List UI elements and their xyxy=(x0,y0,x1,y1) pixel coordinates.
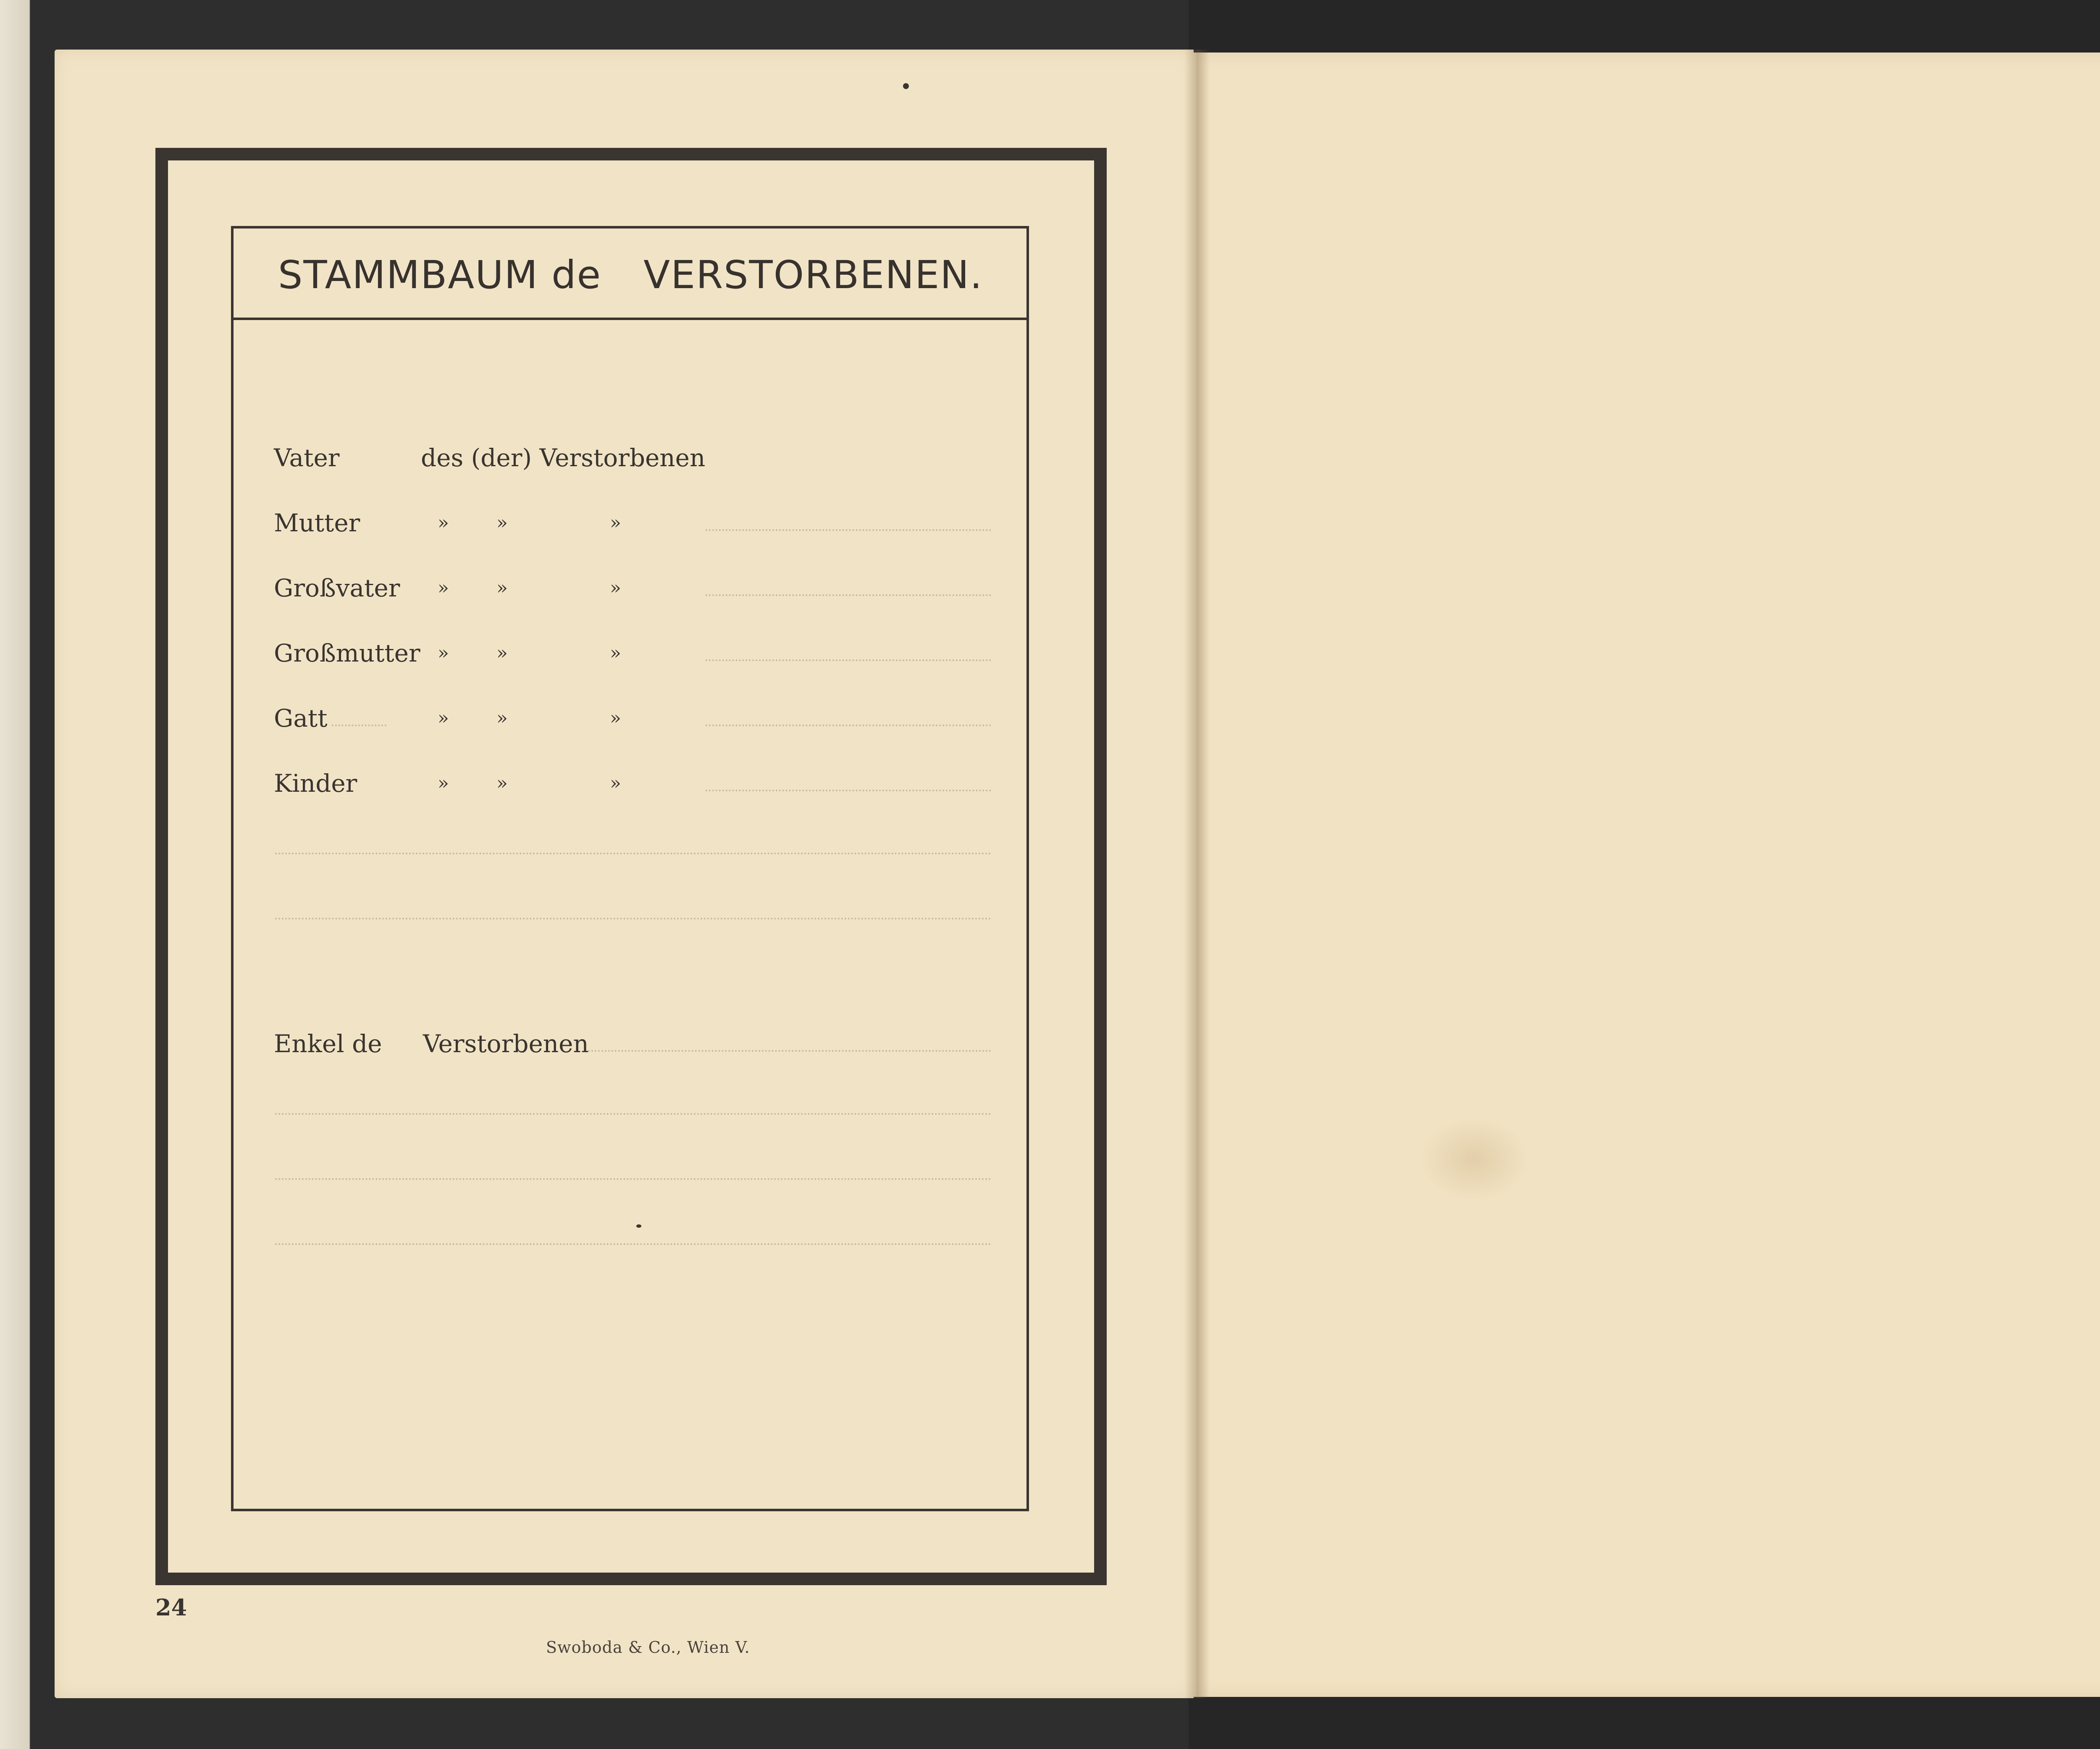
ditto-mark: » xyxy=(610,707,621,729)
paper-speck xyxy=(903,83,909,89)
fill-line xyxy=(706,725,991,726)
ditto-mark: » xyxy=(438,577,449,599)
row-label: Vater xyxy=(274,444,340,472)
ditto-mark: » xyxy=(496,772,508,794)
fill-line xyxy=(275,1243,991,1245)
row-father xyxy=(274,439,904,477)
row-label: Gatt xyxy=(274,704,328,733)
row-grandchildren xyxy=(274,1025,904,1063)
ditto-mark: » xyxy=(610,512,621,533)
row-description: des (der) Verstorbenen xyxy=(421,444,706,472)
row-label: Kinder xyxy=(274,769,357,798)
row-label: Enkel de xyxy=(274,1029,382,1058)
row-label: Großmutter xyxy=(274,639,420,667)
ditto-mark: » xyxy=(496,642,508,664)
row-mother xyxy=(274,504,904,542)
ditto-mark: » xyxy=(496,577,508,599)
ditto-mark: » xyxy=(496,512,508,533)
printer-imprint: Swoboda & Co., Wien V. xyxy=(546,1638,750,1657)
fill-line xyxy=(706,594,991,596)
ditto-mark: » xyxy=(438,642,449,664)
form-frame xyxy=(231,226,1029,1511)
ditto-mark: » xyxy=(438,512,449,533)
row-label: Mutter xyxy=(274,509,360,537)
ditto-mark: » xyxy=(438,707,449,729)
paper-stain xyxy=(1420,1117,1529,1201)
row-label: Großvater xyxy=(274,574,400,602)
fill-line xyxy=(275,1113,991,1115)
row-children xyxy=(274,764,904,802)
book-gutter xyxy=(1184,50,1210,1698)
ditto-mark: » xyxy=(610,772,621,794)
form-title xyxy=(278,248,983,302)
row-grandmother xyxy=(274,634,904,672)
fill-line xyxy=(275,918,991,919)
right-page xyxy=(1194,53,2100,1697)
title-part-1: STAMMBAUM de xyxy=(278,252,602,297)
title-part-2: VERSTORBENEN. xyxy=(643,252,983,297)
fill-line xyxy=(275,853,991,854)
ditto-mark: » xyxy=(496,707,508,729)
fill-line xyxy=(332,725,386,726)
page-number: 24 xyxy=(155,1594,187,1621)
fill-line xyxy=(706,790,991,791)
ditto-mark: » xyxy=(610,642,621,664)
title-divider xyxy=(231,318,1029,320)
fill-line xyxy=(275,1178,991,1180)
row-spouse xyxy=(274,699,904,737)
fill-line xyxy=(588,1050,991,1052)
ditto-mark: » xyxy=(610,577,621,599)
row-description: Verstorbenen xyxy=(423,1029,589,1058)
fill-line xyxy=(706,529,991,531)
fill-line xyxy=(706,659,991,661)
ditto-mark: » xyxy=(438,772,449,794)
row-grandfather xyxy=(274,569,904,607)
paper-speck xyxy=(636,1224,641,1228)
